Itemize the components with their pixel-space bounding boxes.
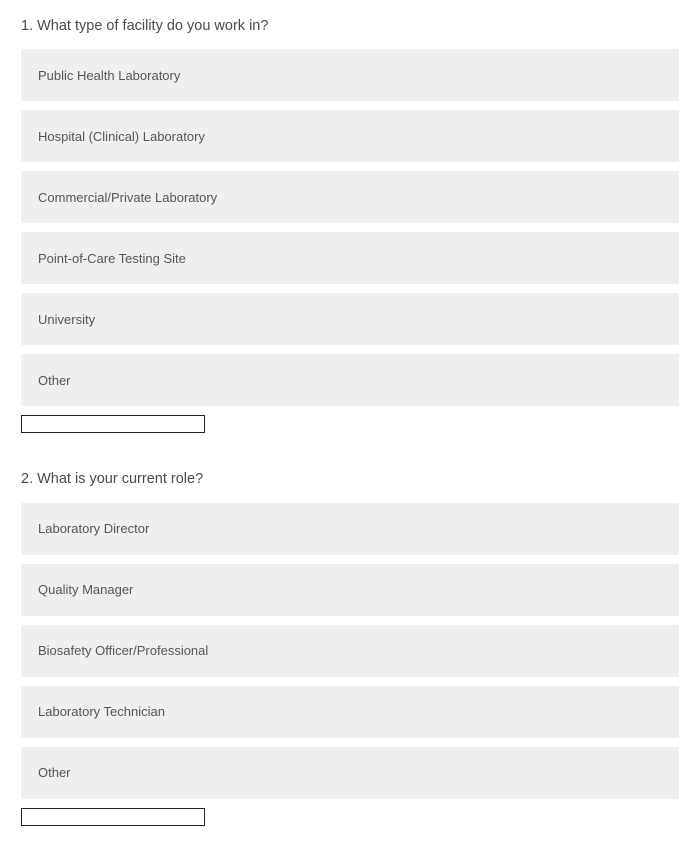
option-public-health-laboratory[interactable] [21,49,679,101]
question-title-2: 2. What is your current role? [21,471,204,488]
option-label: Public Health Laboratory [38,67,181,83]
option-label: University [38,311,96,327]
options-list-2 [0,503,686,799]
option-other[interactable] [21,354,679,406]
option-label: Laboratory Director [38,521,150,537]
question-block-2 [0,471,686,825]
option-laboratory-director[interactable] [21,503,679,555]
other-text-input-question-2[interactable] [21,808,205,826]
options-list-1 [0,49,686,406]
option-commercial-private-laboratory[interactable] [21,171,679,223]
option-other[interactable] [21,747,679,799]
option-label: Other [38,765,71,781]
section-spacer [0,433,686,471]
option-label: Quality Manager [38,582,134,598]
option-biosafety-officer-professional[interactable] [21,625,679,677]
option-label: Commercial/Private Laboratory [38,189,218,205]
option-label: Laboratory Technician [38,704,165,720]
other-text-input-question-1[interactable] [21,415,205,433]
option-label: Biosafety Officer/Professional [38,643,209,659]
option-label: Other [38,372,71,388]
option-label: Hospital (Clinical) Laboratory [38,128,205,144]
option-hospital-clinical-laboratory[interactable] [21,110,679,162]
option-university[interactable] [21,293,679,345]
option-point-of-care-testing-site[interactable] [21,232,679,284]
option-quality-manager[interactable] [21,564,679,616]
question-title-1: 1. What type of facility do you work in? [21,18,269,34]
option-label: Point-of-Care Testing Site [38,250,186,266]
option-laboratory-technician[interactable] [21,686,679,738]
